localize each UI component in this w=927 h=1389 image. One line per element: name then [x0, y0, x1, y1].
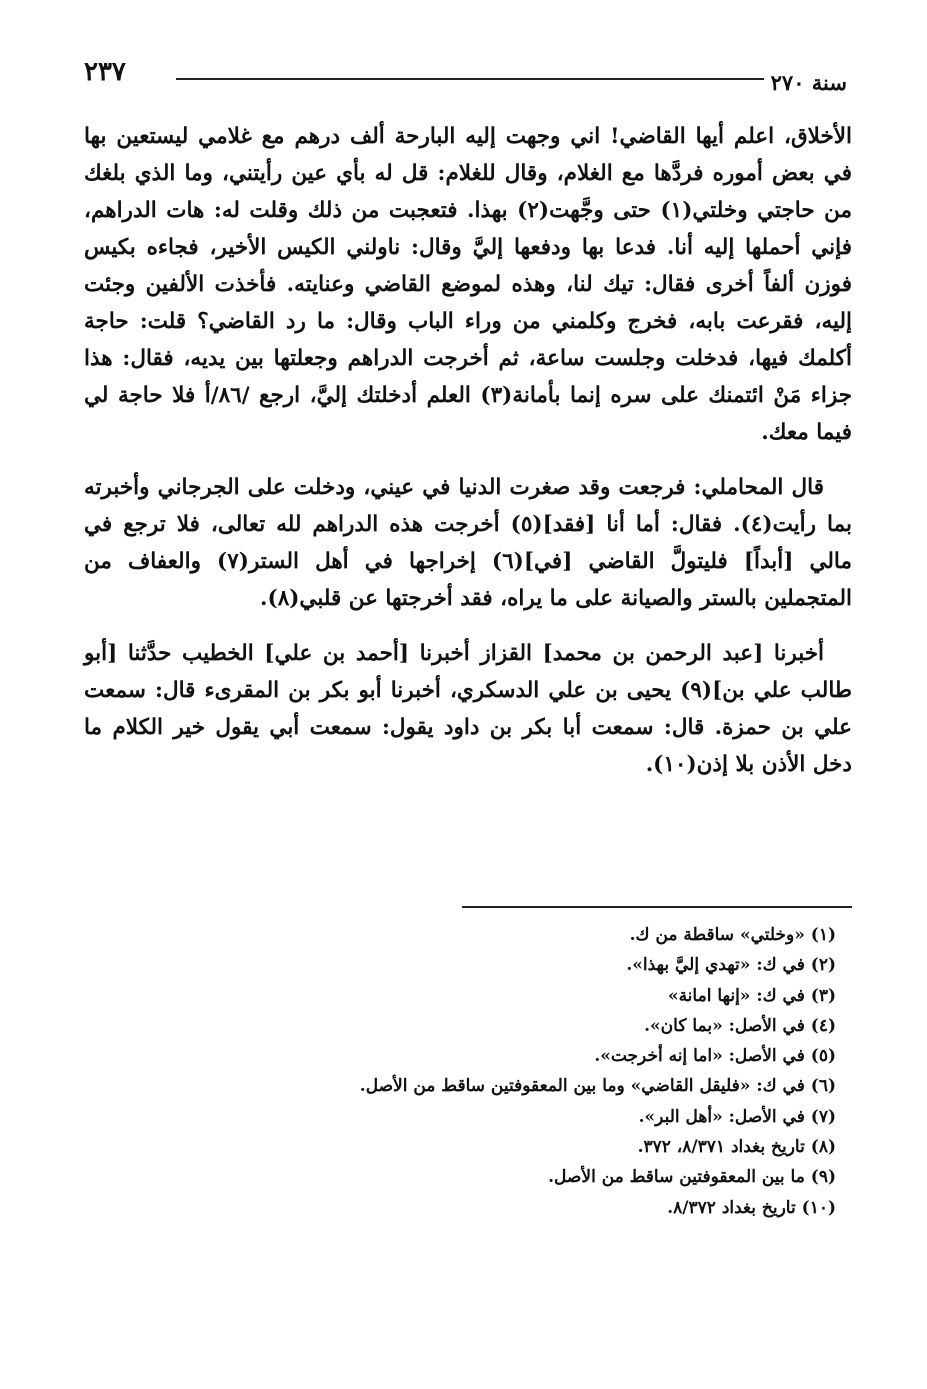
footnote-4: (٤) في الأصل: «بما كان».: [644, 1015, 836, 1036]
page-number: ٢٣٧: [84, 57, 126, 87]
footnote-1: (١) «وخلتي» ساقطة من ك.: [629, 925, 836, 945]
running-head: سنة ٢٧٠: [770, 70, 847, 95]
footnote-5: (٥) في الأصل: «اما إنه أخرجت».: [594, 1046, 836, 1067]
footnote-10: (١٠) تاريخ بغداد ٨/٣٧٢.: [667, 1197, 836, 1218]
footnote-9: (٩) ما بين المعقوفتين ساقط من الأصل.: [548, 1167, 836, 1188]
footnote-rule: [462, 906, 852, 908]
paragraph-3: أخبرنا [عبد الرحمن بن محمد] القزاز أخبرنا [أحمد بن علي] الخطيب حدَّثنا [أبو طالب علي بن](٩) يحيى بن علي الدسكري، أخبرنا أبو بكر بن المقرىء قال: سمعت علي بن حمزة. قال: سمعت أبا بكر بن داود يقول: سمعت أبي يقول خير الكلام ما دخل الأذن بلا إذن(١٠).: [84, 641, 852, 777]
header-rule: [176, 78, 764, 80]
footnotes-list: [84, 920, 836, 1223]
footnote-8: (٨) تاريخ بغداد ٨/٣٧١، ٣٧٢.: [637, 1137, 836, 1158]
footnote-6: (٦) في ك: «فليقل القاضي» وما بين المعقوفتين ساقط من الأصل.: [359, 1076, 836, 1097]
paragraph-1: الأخلاق، اعلم أيها القاضي! اني وجهت إليه البارحة ألف درهم مع غلامي ليستعين بها في بعض أموره فردَّها مع الغلام، وقال للغلام: قل له بأي عين رأيتني، وما الذي بلغك من حاجتي وخلتي(١) حتى وجَّهت(٢) بهذا. فتعجبت من ذلك وقلت له: هات الدراهم، فإني أحملها إليه أنا. فدعا بها ودفعها إليَّ وقال: ناولني الكيس الأخير، فجاءه بكيس فوزن ألفاً أخرى فقال: تيك لنا، وهذه لموضع القاضي وعنايته. فأخذت الألفين وجئت إليه، فقرعت بابه، فخرج وكلمني من وراء الباب وقال: ما رد القاضي؟ قلت: حاجة أكلمك فيها، فدخلت وجلست ساعة، ثم أخرجت الدراهم وجعلتها بين يديه، فقال: هذا جزاء مَنْ ائتمنك على سره إنما بأمانة(٣) العلم أدخلتك إليَّ، ارجع /٨٦/أ فلا حاجة لي فيما معك.: [84, 124, 853, 445]
paragraph-2: قال المحاملي: فرجعت وقد صغرت الدنيا في عيني، ودخلت على الجرجاني وأخبرته بما رأيت(٤). فقال: أما أنا [فقد](٥) أخرجت هذه الدراهم لله تعالى، فلا ترجع في مالي [أبداً] فليتولَّ القاضي [في](٦) إخراجها في أهل الستر(٧) والعفاف من المتجملين بالستر والصيانة على ما يراه، فقد أخرجتها عن قلبي(٨).: [84, 475, 853, 611]
footnote-3: (٣) في ك: «إنها امانة»: [667, 985, 836, 1006]
footnote-2: (٢) في ك: «تهدي إليَّ بهذا».: [626, 955, 836, 976]
main-text: [84, 118, 852, 783]
footnote-7: (٧) في الأصل: «أهل البر».: [638, 1106, 836, 1127]
